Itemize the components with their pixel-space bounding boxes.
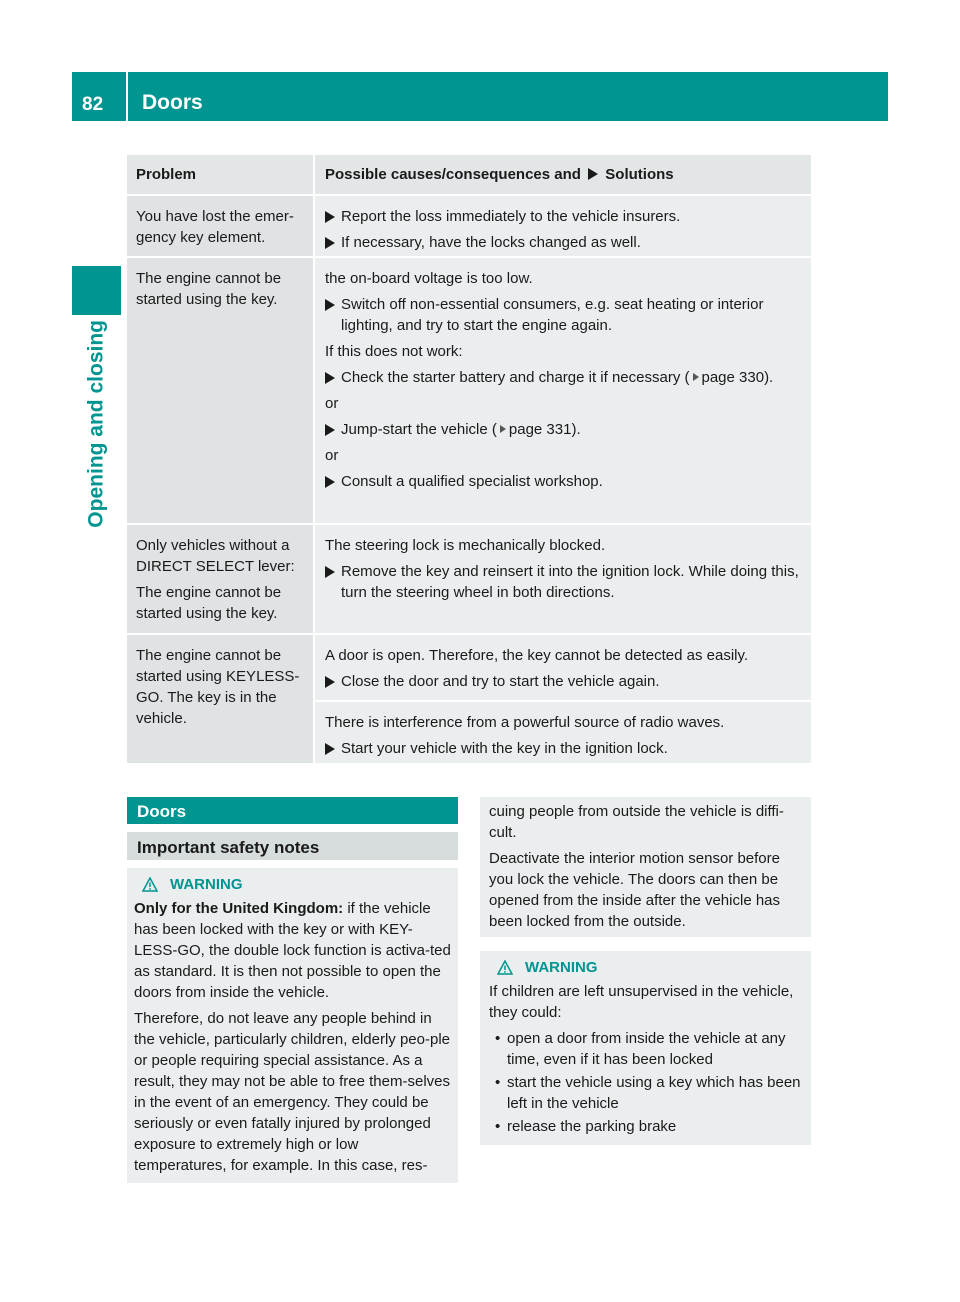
arrow-right-icon	[325, 299, 335, 311]
instruction-step	[325, 671, 805, 692]
warning-triangle-icon	[142, 877, 158, 892]
step-text: Check the starter battery and charge it if necessary (	[341, 369, 690, 386]
page-reference-link[interactable]: page 330).	[701, 369, 774, 386]
step-text: Switch off non-essential consumers, e.g. seat heating or interior lighting, and try to start the engine again.	[341, 296, 764, 334]
instruction-step	[325, 367, 805, 388]
step-text: Start your vehicle with the key in the ignition lock.	[341, 740, 668, 757]
table-row	[127, 635, 811, 765]
cause-text: There is interference from a powerful source of radio waves.	[325, 714, 725, 731]
page-number: 82	[82, 94, 104, 115]
step-text: Consult a qualified specialist workshop.	[341, 473, 603, 490]
table-row	[127, 258, 811, 525]
page-reference-icon	[500, 425, 506, 433]
section-heading-doors: Doors	[127, 797, 458, 824]
arrow-right-icon	[325, 372, 335, 384]
warning-paragraph: cuing people from outside the vehicle is diffi-cult.	[489, 803, 784, 841]
arrow-right-icon	[325, 424, 335, 436]
warning-label: WARNING	[525, 958, 598, 976]
instruction-step	[325, 206, 805, 227]
warning-paragraph: Therefore, do not leave any people behind in the vehicle, particularly children, elderly peo-ple or people requiring special assistance. As a result, they may not be able to free them-selves in the event of an emergency. They could be seriously or even fatally injured by prolonged exposure to extremely high or low temperatures, for example. In this case, res-	[134, 1010, 450, 1174]
section-title: Doors	[142, 91, 203, 114]
warning-triangle-icon	[497, 960, 513, 975]
arrow-right-icon	[588, 168, 598, 180]
cause-text: A door is open. Therefore, the key cannot be detected as easily.	[325, 647, 749, 664]
table-row	[127, 196, 811, 258]
instruction-step	[325, 232, 805, 253]
arrow-right-icon	[325, 476, 335, 488]
column-header-solutions-suffix: Solutions	[605, 166, 674, 183]
solution-cell	[313, 258, 811, 523]
sub-cause-block	[315, 700, 811, 759]
or-text: or	[325, 447, 339, 464]
warning-box	[127, 868, 458, 1183]
arrow-right-icon	[325, 566, 335, 578]
cause-text: The steering lock is mechanically blocked.	[325, 537, 606, 554]
list-item: • open a door from inside the vehicle at any time, even if it has been locked	[489, 1028, 803, 1070]
step-text: If necessary, have the locks changed as well.	[341, 234, 641, 251]
warning-header	[489, 955, 803, 979]
page-reference-link[interactable]: page 331).	[508, 421, 581, 438]
warning-bold-lead: Only for the United Kingdom:	[134, 900, 344, 917]
warning-header	[134, 872, 451, 896]
instruction-step	[325, 471, 805, 492]
instruction-step	[325, 294, 805, 336]
solution-cell	[313, 525, 811, 633]
problem-condition: Only vehicles without a DIRECT SELECT lever:	[136, 537, 295, 575]
warning-paragraph	[134, 898, 451, 1003]
instruction-step	[325, 561, 805, 603]
side-tab-marker	[72, 266, 121, 315]
table-row	[127, 525, 811, 635]
table-header-row	[127, 155, 811, 196]
problem-text: The engine cannot be started using the key.	[136, 584, 282, 622]
arrow-right-icon	[325, 211, 335, 223]
header-divider	[126, 72, 128, 121]
step-text: Jump-start the vehicle (	[341, 421, 497, 438]
solution-cell	[313, 196, 811, 256]
column-header-solutions	[313, 155, 811, 194]
warning-paragraph: Deactivate the interior motion sensor before you lock the vehicle. The doors can then be opened from the inside after the vehicle has been locked from the outside.	[489, 850, 781, 930]
step-text: Close the door and try to start the vehicle again.	[341, 673, 660, 690]
column-header-solutions-prefix: Possible causes/consequences and	[325, 166, 581, 183]
cause-text: the on-board voltage is too low.	[325, 270, 533, 287]
warning-box-continued	[480, 797, 811, 937]
condition-text: If this does not work:	[325, 343, 463, 360]
problem-cell	[127, 525, 313, 633]
side-tab-label: Opening and closing	[85, 320, 108, 528]
problem-cell: You have lost the emer-gency key element.	[127, 196, 313, 256]
warning-paragraph: If children are left unsupervised in the vehicle, they could:	[489, 983, 794, 1021]
instruction-step	[325, 419, 805, 440]
step-text: Report the loss immediately to the vehicle insurers.	[341, 208, 681, 225]
list-item: • release the parking brake	[489, 1116, 803, 1137]
instruction-step	[325, 738, 805, 759]
arrow-right-icon	[325, 676, 335, 688]
or-text: or	[325, 395, 339, 412]
arrow-right-icon	[325, 743, 335, 755]
problem-cell: The engine cannot be started using the key.	[127, 258, 313, 523]
page-header	[72, 72, 888, 121]
problem-cell: The engine cannot be started using KEYLESS-GO. The key is in the vehicle.	[127, 635, 313, 763]
arrow-right-icon	[325, 237, 335, 249]
subheading-safety-notes: Important safety notes	[127, 832, 458, 860]
solution-cell	[313, 635, 811, 763]
warning-text: if the vehicle has been locked with the key or with KEY-LESS-GO, the double lock function is activa-ted as standard. It is then not possible to open the doors from inside the vehicle.	[134, 900, 451, 1001]
column-header-problem: Problem	[127, 155, 313, 194]
list-item: • start the vehicle using a key which has been left in the vehicle	[489, 1072, 803, 1114]
troubleshooting-table	[127, 155, 811, 765]
page-reference-icon	[693, 373, 699, 381]
step-text: Remove the key and reinsert it into the ignition lock. While doing this, turn the steering wheel in both directions.	[341, 563, 799, 601]
warning-label: WARNING	[170, 875, 243, 893]
warning-box	[480, 951, 811, 1145]
